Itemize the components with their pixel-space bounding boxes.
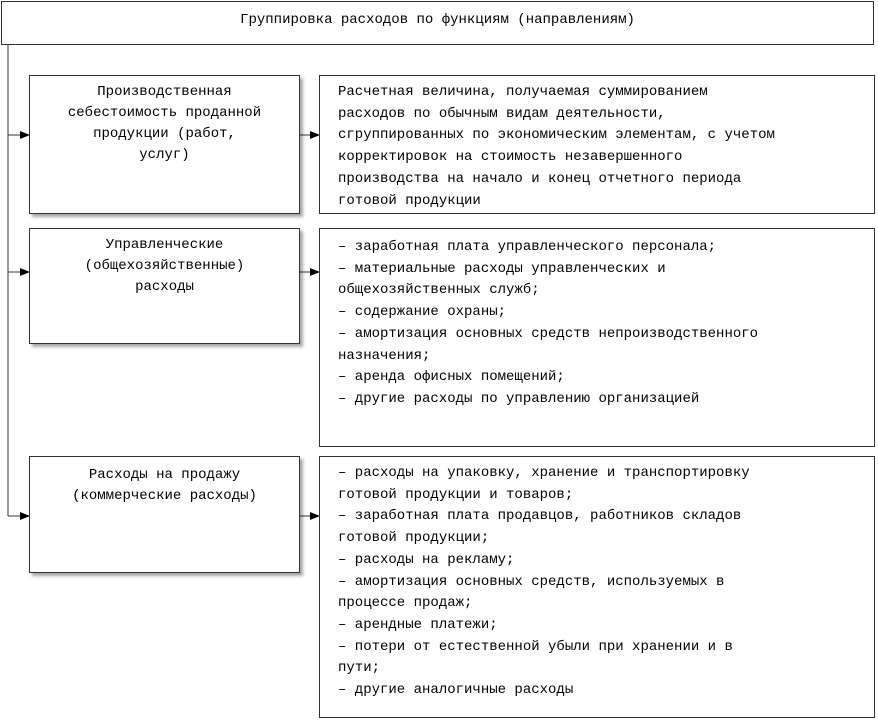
diagram-title: Группировка расходов по функциям (направлениям): [240, 12, 635, 28]
category-line: Расходы на продажу: [88, 467, 241, 483]
category-line: Производственная: [97, 84, 232, 100]
category-line: услуг): [139, 147, 190, 163]
category-selling-expenses: [29, 456, 300, 573]
diagram-title-box: [1, 1, 874, 45]
description-line: корректировок на стоимость незавершенного: [338, 149, 683, 166]
description-line: готовой продукции: [338, 192, 481, 209]
description-line: – другие расходы по управлению организацией: [338, 390, 700, 407]
category-line: (общехозяйственные): [84, 258, 245, 274]
description-line: назначения;: [338, 347, 431, 364]
description-line: расходов по обычным видам деятельности,: [338, 105, 666, 122]
description-line: общехозяйственных служб;: [338, 282, 540, 299]
category-line: (коммерческие расходы): [72, 488, 257, 504]
description-line: – заработная плата управленческого персонала;: [338, 239, 717, 255]
category-line: расходы: [135, 279, 194, 295]
description-line: готовой продукции;: [338, 530, 490, 547]
description-line: Расчетная величина, получаемая суммированием: [338, 84, 708, 100]
description-line: – арендные платежи;: [338, 616, 498, 633]
description-line: – материальные расходы управленческих и: [338, 260, 666, 277]
description-line: – потери от естественной убыли при хранении и в: [338, 638, 733, 655]
description-line: – содержание охраны;: [338, 304, 507, 321]
description-line: готовой продукции и товаров;: [338, 486, 574, 503]
description-line: производства на начало и конец отчетного периода: [338, 170, 742, 187]
description-line: – аренда офисных помещений;: [338, 369, 565, 386]
description-selling-expenses: [319, 456, 875, 718]
description-line: пути;: [338, 660, 381, 677]
description-administrative-expenses: [319, 228, 875, 447]
description-line: – расходы на рекламу;: [338, 551, 515, 568]
description-line: – заработная плата продавцов, работников складов: [338, 508, 742, 525]
description-line: – амортизация основных средств непроизводственного: [338, 325, 759, 342]
category-line: себестоимость проданной: [67, 105, 262, 121]
category-production-cost: [29, 75, 300, 214]
description-line: – расходы на упаковку, хранение и транспортировку: [338, 465, 750, 481]
description-line: сгруппированных по экономическим элементам, с учетом: [338, 127, 775, 144]
category-administrative-expenses: [29, 228, 300, 344]
description-line: процессе продаж;: [338, 595, 473, 612]
category-line: Управленческие: [105, 237, 224, 253]
description-line: – амортизация основных средств, используемых в: [338, 573, 725, 590]
category-line: продукции (работ,: [93, 126, 236, 142]
description-production-cost: [319, 75, 875, 214]
description-line: – другие аналогичные расходы: [338, 682, 574, 699]
